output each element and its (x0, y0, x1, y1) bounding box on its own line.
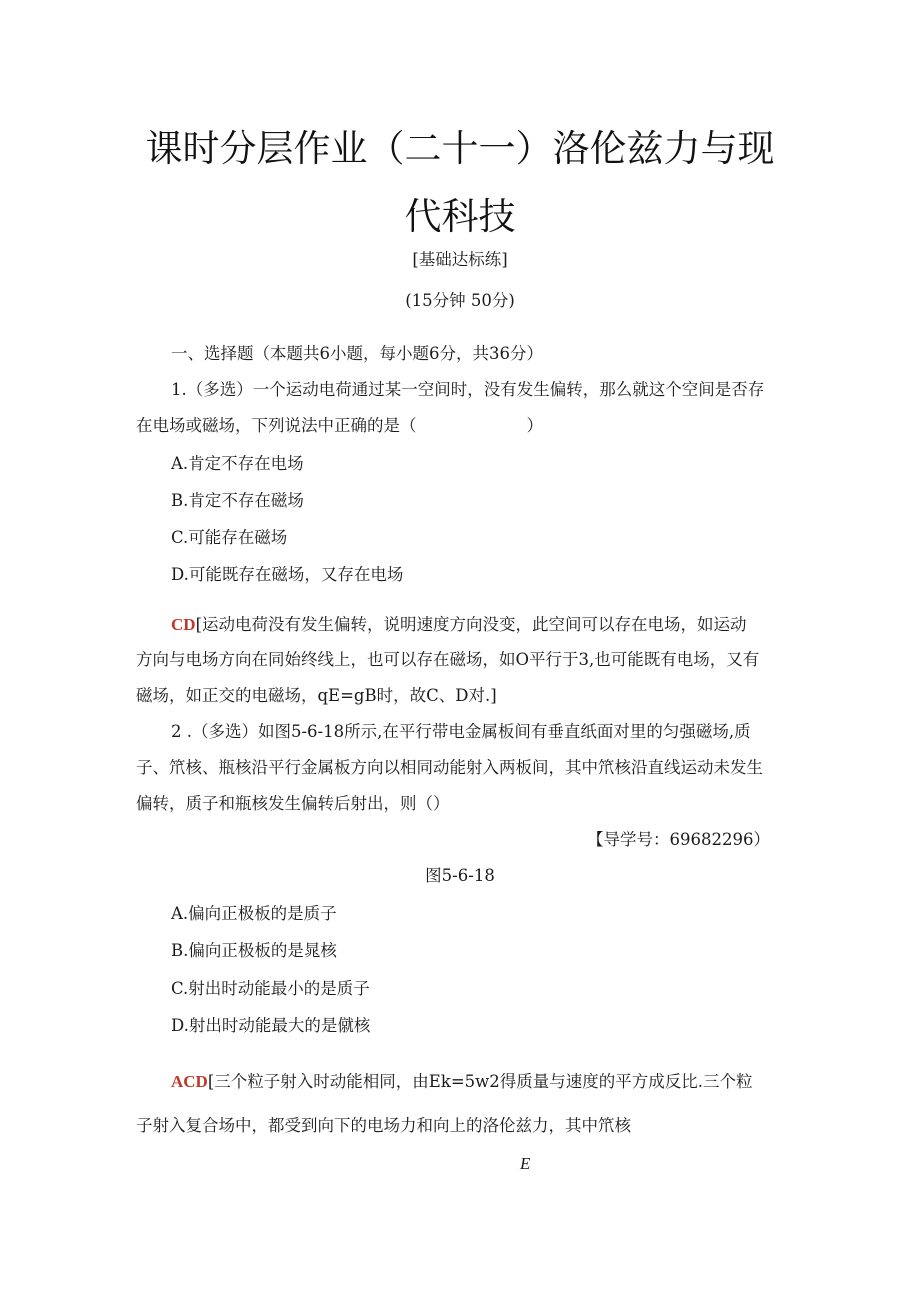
q1-stem-line2 (136, 412, 543, 436)
q2-option-a: A.偏向正极板的是质子 (171, 904, 337, 923)
q1-stem-text: 在电场或磁场，下列说法中正确的是（ (136, 416, 417, 435)
q1-option-a: A.肯定不存在电场 (171, 454, 304, 473)
q1-stem-line1: 1.（多选）一个运动电荷通过某一空间时，没有发生偏转，那么就这个空间是否存 (171, 380, 765, 399)
q2-option-b: B.偏向正极板的是晁核 (171, 941, 337, 960)
q1-option-c: C.可能存在磁场 (171, 528, 288, 547)
q2-explanation-1: [三个粒子射入时动能相同，由Ek=5w2得质量与速度的平方成反比.三个粒 (207, 1072, 753, 1091)
figure-caption: 图5-6-18 (425, 866, 495, 885)
q2-explanation-2: 子射入复合场中，都受到向下的电场力和向上的洛伦兹力，其中笊核 (136, 1116, 631, 1135)
part-heading: 一、选择题（本题共6小题，每小题6分，共36分） (171, 344, 543, 363)
q1-stem-close: ） (526, 416, 543, 435)
title-line-2: 代科技 (404, 195, 516, 238)
q2-stem-line3: 偏转，质子和瓶核发生偏转后射出，则（） (136, 794, 450, 813)
formula-fragment: E (520, 1154, 531, 1173)
section-label: [基础达标练] (412, 250, 508, 269)
q2-stem-line2: 子、笊核、瓶核沿平行金属板方向以相同动能射入两板间，其中笊核沿直线运动未发生 (136, 758, 763, 777)
q1-answer-line1 (171, 611, 747, 635)
title-line-1: 课时分层作业（二十一）洛伦兹力与现 (145, 127, 775, 170)
q2-answer: ACD (171, 1072, 208, 1091)
q1-explanation-2: 方向与电场方向在同始终线上，也可以存在磁场，如O平行于3,也可能既有电场，又有 (136, 650, 760, 669)
q2-option-c: C.射出时动能最小的是质子 (171, 979, 370, 998)
q1-option-d: D.可能既存在磁场，又存在电场 (171, 565, 404, 584)
time-label: (15分钟 50分) (405, 291, 515, 310)
q2-answer-line1 (171, 1068, 753, 1092)
q1-explanation-3: 磁场，如正交的电磁场，qE=gB时，故C、D对.] (136, 686, 497, 705)
q1-answer: CD (171, 615, 196, 634)
q1-option-b: B.肯定不存在磁场 (171, 491, 304, 510)
q1-explanation-1: [运动电荷没有发生偏转，说明速度方向没变，此空间可以存在电场，如运动 (195, 615, 747, 634)
q2-option-d: D.射出时动能最大的是僦核 (171, 1016, 371, 1035)
q2-stem-line1: 2 .（多选）如图5-6-18所示,在平行带电金属板间有垂直纸面对里的匀强磁场,质 (171, 722, 751, 741)
guide-number: 【导学号：69682296） (587, 830, 770, 849)
